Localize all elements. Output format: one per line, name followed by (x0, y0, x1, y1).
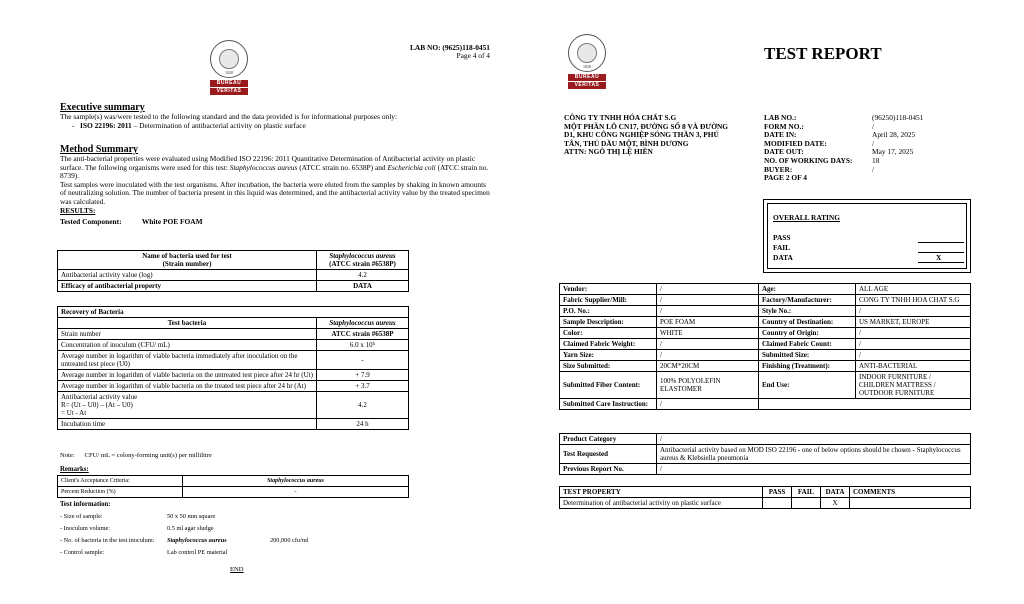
exec-summary-title: Executive summary (60, 102, 145, 113)
overall-rating-title: OVERALL RATING (773, 213, 841, 222)
table-cell: 4.2 (317, 270, 409, 281)
sample-details-table (559, 283, 971, 410)
list-item: - No. of bacteria in the test inoculum: Staphylococcus aureus 200,000 cfu/ml (60, 537, 309, 544)
table-row: Submitted Fiber Content: 100% POLYOLEFIN ELASTOMER End Use: INDOOR FURNITURE / CHILDREN MATTRESS / OUTDOOR FURNITURE (560, 372, 971, 399)
client-address (564, 114, 764, 157)
table-cell: - (317, 351, 409, 370)
table-row (58, 351, 409, 370)
bureau-veritas-logo: 1828 BUREAU VERITAS (568, 34, 606, 89)
test-property-table (559, 486, 971, 509)
list-item: - Control sample: Lab control PE material (60, 549, 228, 556)
table-row (58, 381, 409, 392)
results-title: RESULTS: (60, 205, 96, 215)
table-cell: Efficacy of antibacterial property (58, 281, 317, 292)
rating-pass-line (918, 242, 964, 243)
rating-fail-line (918, 252, 964, 253)
report-page-2 (512, 0, 1024, 604)
table-cell: Strain number (58, 329, 317, 340)
info-row: MODIFIED DATE: / (764, 138, 875, 148)
exec-standard: - ISO 22196: 2011 – Determination of antibacterial activity on plastic surface (72, 120, 306, 130)
rating-pass-label: PASS (773, 233, 791, 242)
antibacterial-summary-table (57, 250, 409, 292)
table-row: Size Submitted: 20CM*20CM Finishing (Treatment): ANTI-BACTERIAL (560, 361, 971, 372)
table-row: Test Requested Antibacterial activity based on MOD ISO 22196 - one of below options should be chosen - Staphylococcus aureus & Klebsiella pneumonia (560, 445, 971, 464)
executive-summary (60, 102, 490, 130)
client-line: MỘT PHẦN LÔ CN17, ĐƯỜNG SỐ 8 VÀ ĐƯỜNG (564, 121, 729, 131)
page-number: Page 4 of 4 (456, 51, 490, 60)
table-cell: Average number in logarithm of viable bacteria on the untreated test piece after 24 hr (Ut) (58, 370, 317, 381)
bureau-veritas-logo: 1828 BUREAU VERITAS (210, 40, 248, 95)
table-cell: Staphylococcus aureus (183, 476, 409, 487)
report-info (764, 114, 974, 183)
table-header-row: TEST PROPERTY PASS FAIL DATA COMMENTS (560, 487, 971, 498)
table-row: Submitted Care Instruction: / (560, 399, 971, 410)
table-cell: Average number in logarithm of viable bacteria on the treated test piece after 24 hr (At) (58, 381, 317, 392)
table-header: Test bacteria (58, 318, 317, 329)
overall-rating-box (763, 199, 971, 273)
table-cell: 6.0 x 10⁵ (317, 340, 409, 351)
table-header: Name of bacteria used for test (Strain number) (58, 251, 317, 270)
table-cell: Concentration of inoculum (CFU/ mL) (58, 340, 317, 351)
table-row: Fabric Supplier/Mill: / Factory/Manufacturer: CONG TY TNHH HOA CHAT S.G (560, 295, 971, 306)
list-item: - Size of sample: 50 x 50 mm square (60, 513, 216, 520)
client-line: TÂN, THỦ DẦU MỘT, BÌNH DƯƠNG (564, 138, 689, 148)
table-cell: Percent Reduction (%) (58, 487, 183, 498)
method-summary (60, 144, 490, 227)
rating-data-mark: X (936, 253, 942, 262)
table-cell: 4.2 (317, 392, 409, 419)
table-cell: Antibacterial activity value (log) (58, 270, 317, 281)
table-row: Determination of antibacterial activity on plastic surface X (560, 498, 971, 509)
table-cell: 24 h (317, 419, 409, 430)
table-row: Yarn Size: / Submitted Size: / (560, 350, 971, 361)
table-title: Recovery of Bacteria (58, 307, 409, 318)
client-line: ATTN: NGÔ THỊ LỆ HIỀN (564, 147, 653, 157)
table-cell: Client's Acceptance Criteria: (58, 476, 183, 487)
remarks-title: Remarks: (60, 466, 89, 473)
list-item: - Inoculum volume: 0.5 ml agar sludge (60, 525, 214, 532)
table-row: Previous Report No. / (560, 464, 971, 475)
table-row: Vendor: / Age: ALL AGE (560, 284, 971, 295)
info-row: NO. OF WORKING DAYS: 18 (764, 155, 880, 165)
info-row: PAGE 2 OF 4 (764, 173, 807, 183)
table-row: Color: WHITE Country of Origin: / (560, 328, 971, 339)
table-row (58, 370, 409, 381)
info-row: DATE OUT: May 17, 2025 (764, 147, 914, 157)
client-line: CÔNG TY TNHH HÓA CHẤT S.G (564, 113, 677, 122)
table-cell: + 7.9 (317, 370, 409, 381)
note: Note: CFU/ mL = colony-forming unit(s) per millilitre (60, 452, 212, 459)
table-row: Claimed Fabric Weight: / Claimed Fabric Count: / (560, 339, 971, 350)
table-row (58, 419, 409, 430)
method-summary-title: Method Summary (60, 144, 139, 155)
table-cell: DATA (317, 281, 409, 292)
method-paragraph-2: Test samples were inoculated with the test organisms. After incubation, the bacteria were eluted from the samples by shaking in known amounts of neutralizing solution. The number of bacteria present in this liquid was determined, and the antibacterial activity value by the treated specimen was calculated. (60, 179, 490, 206)
lab-number: LAB NO: (9625)118-0451 (409, 43, 490, 52)
info-row: FORM NO.: / (764, 121, 875, 131)
table-row: Product Category / (560, 434, 971, 445)
table-row: Sample Description: POE FOAM Country of Destination: US MARKET, EUROPE (560, 317, 971, 328)
method-paragraph-1: The anti-bacterial properties were evaluated using Modified ISO 22196: 2011 Quantitative Determination of Antibacterial activity on plastic surface. The following organisms were used for this test: Staphylococcus aureus (ATCC strain no. 6538P) and Escherichia coli (ATCC strain no. 8739). (60, 154, 489, 181)
tested-component: Tested Component: White POE FOAM (60, 217, 203, 227)
table-cell: Incubation time (58, 419, 317, 430)
test-info-list (60, 513, 400, 561)
recovery-table (57, 306, 409, 430)
info-row: LAB NO.: (96250)118-0451 (764, 113, 924, 122)
report-title: TEST REPORT (764, 44, 882, 63)
table-header: Staphylococcus aureus (317, 318, 409, 329)
table-row (58, 392, 409, 419)
table-cell: Average number in logarithm of viable bacteria immediately after inoculation on the untreated test piece (U0) (58, 351, 317, 370)
table-row (58, 329, 409, 340)
table-row (58, 340, 409, 351)
table-cell: + 3.7 (317, 381, 409, 392)
client-line: D1, KHU CÔNG NGHIỆP SÓNG THẦN 3, PHÚ (564, 130, 719, 140)
rating-data-line (918, 262, 964, 263)
table-cell: ATCC strain #6538P (317, 329, 409, 340)
remarks-table (57, 475, 409, 498)
end-marker: END (230, 566, 244, 573)
rating-fail-label: FAIL (773, 243, 791, 252)
table-cell: - (183, 487, 409, 498)
test-info-title: Test information: (60, 501, 111, 508)
rating-data-label: DATA (773, 253, 793, 262)
table-header: Staphylococcus aureus (ATCC strain #6538P) (317, 251, 409, 270)
table-row: P.O. No.: / Style No.: / (560, 306, 971, 317)
info-row: BUYER: / (764, 164, 875, 174)
product-category-table (559, 433, 971, 475)
table-cell: Antibacterial activity value R= (Ut – U0) – (At – U0) = Ut - At (58, 392, 317, 419)
info-row: DATE IN: April 28, 2025 (764, 130, 916, 140)
exec-summary-text: The sample(s) was/were tested to the following standard and the data provided is for informational purposes only: (60, 112, 398, 121)
